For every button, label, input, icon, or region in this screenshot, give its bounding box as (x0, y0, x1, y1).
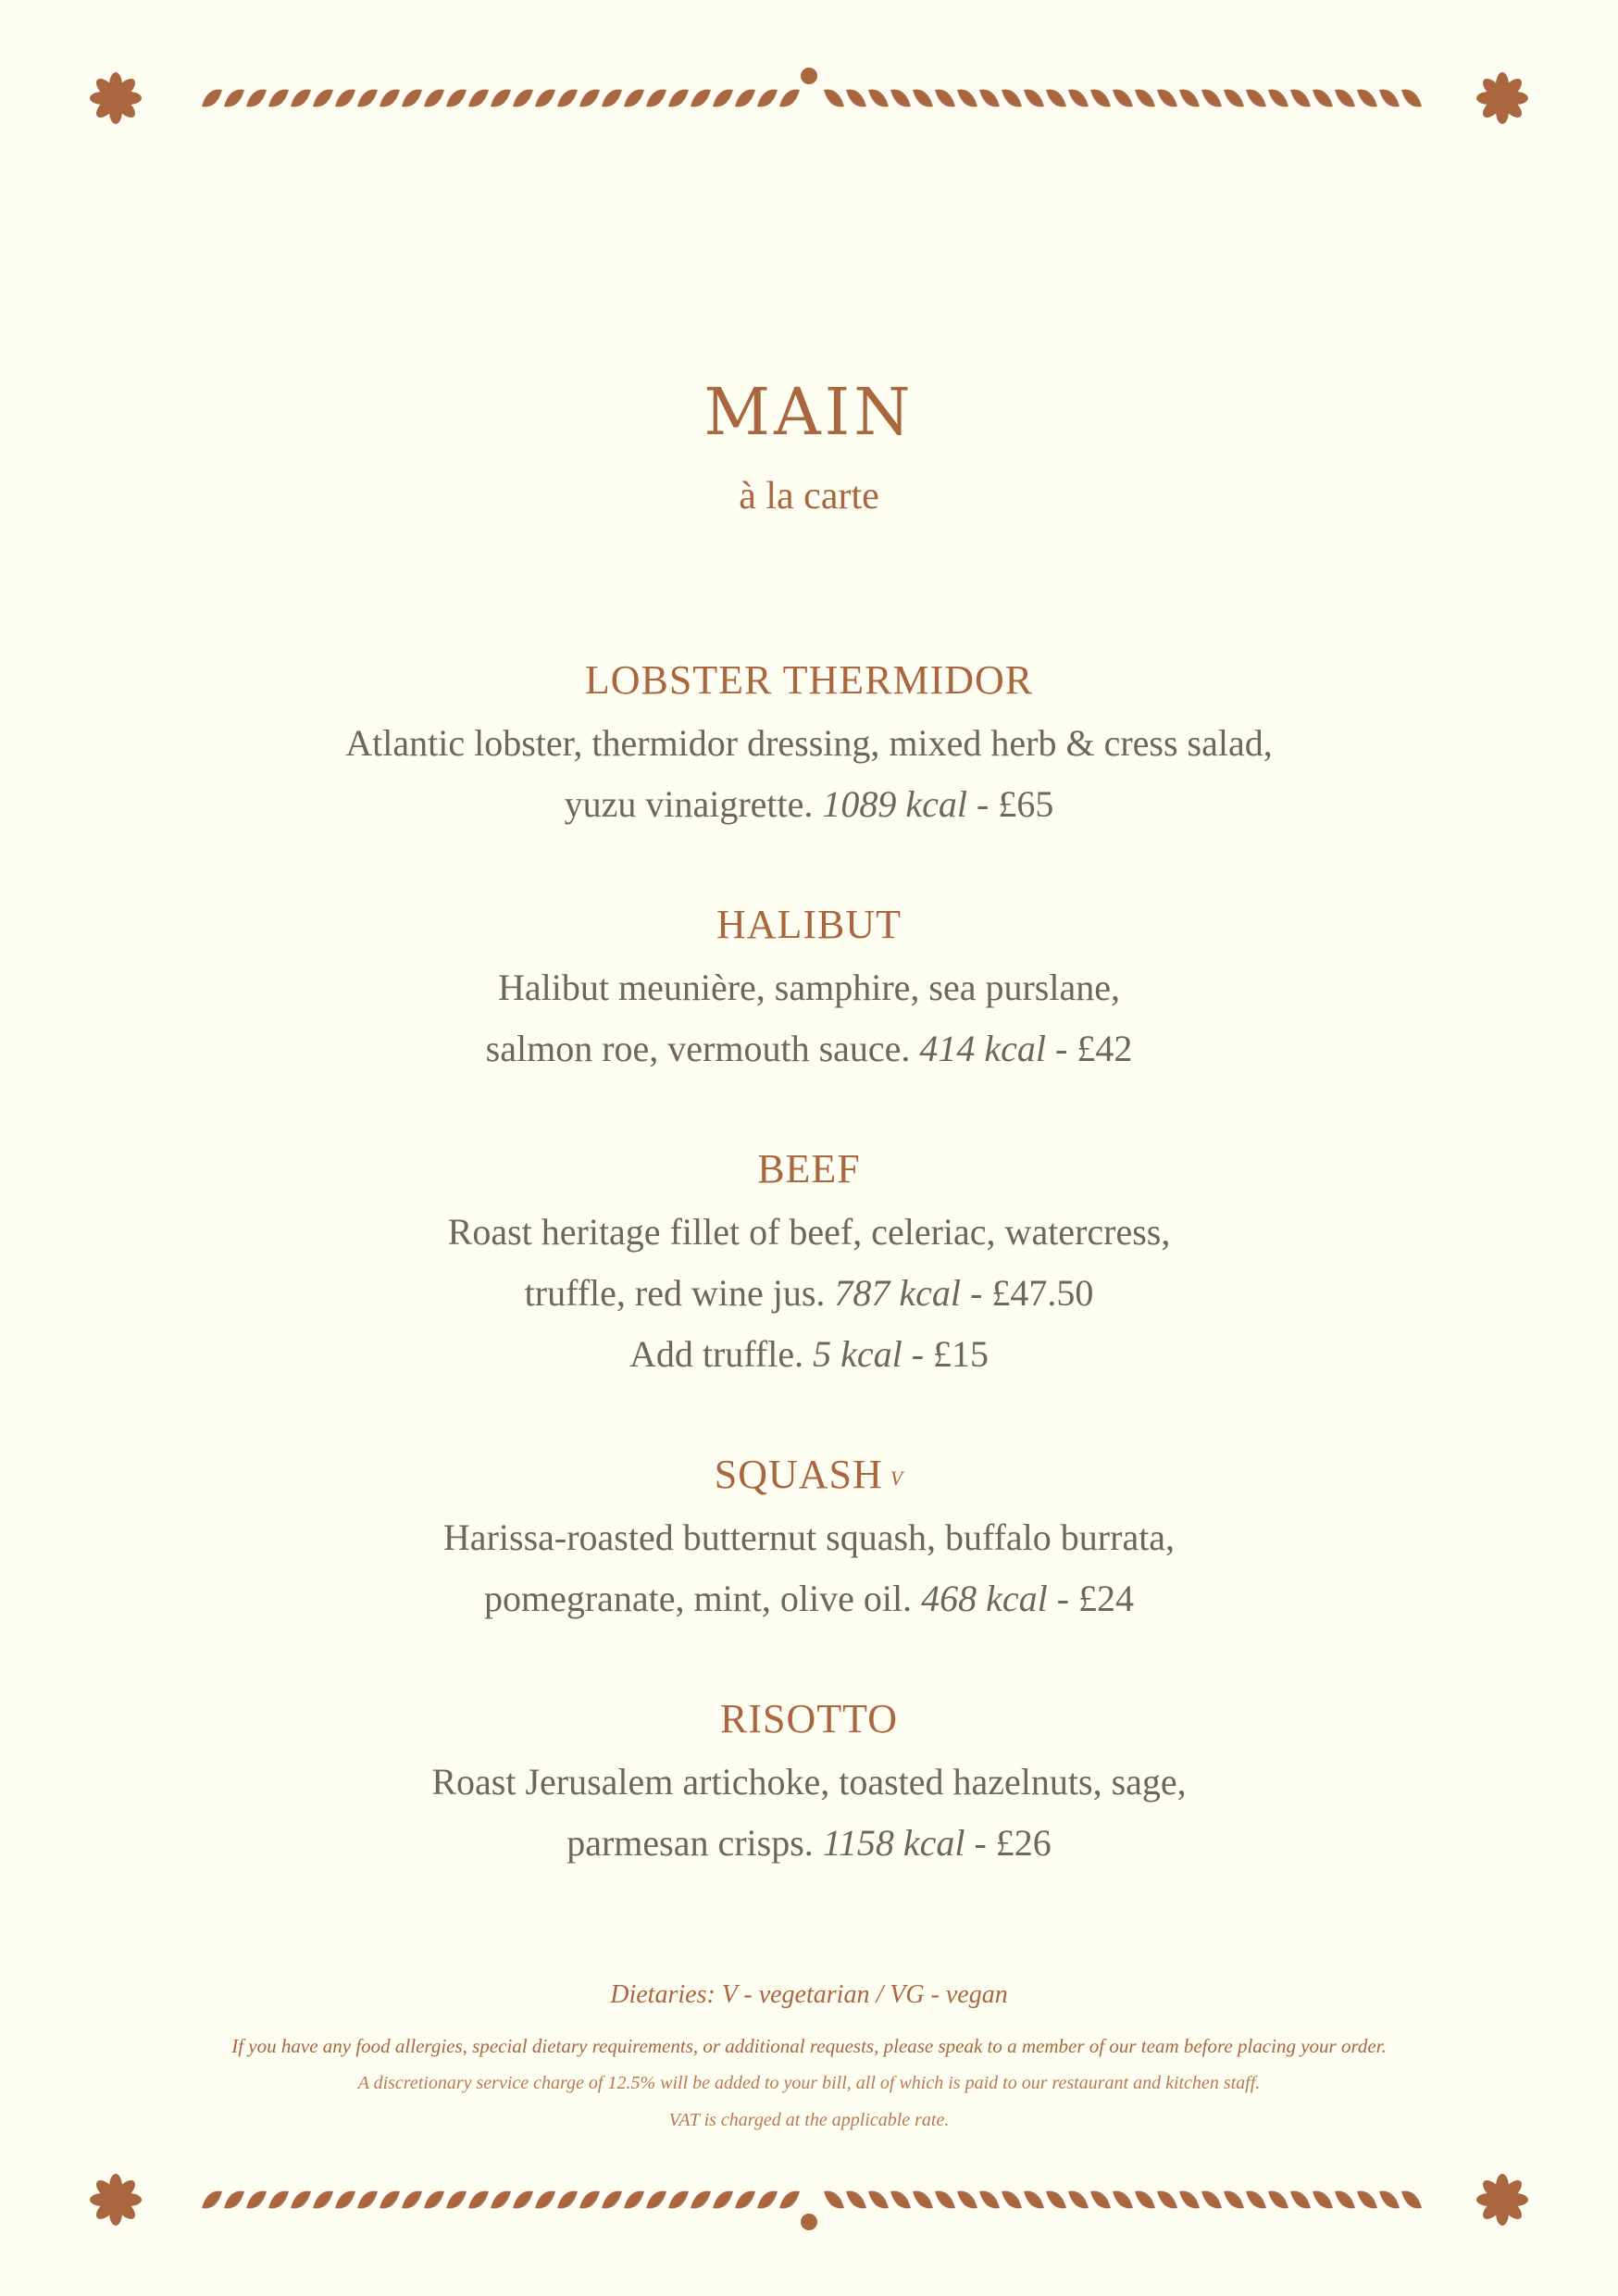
menu-item-description (0, 1507, 1618, 1568)
description-text: Add truffle. (629, 1333, 814, 1375)
menu-item-name (0, 892, 1618, 957)
menu-item-title: HALIBUT (716, 902, 902, 947)
menu-item-description (0, 1568, 1618, 1629)
calorie-count: 787 kcal (834, 1272, 962, 1314)
calorie-count: 414 kcal (919, 1028, 1047, 1069)
calorie-count: 5 kcal (813, 1333, 902, 1375)
price: - £47.50 (961, 1272, 1094, 1314)
menu-item (0, 648, 1618, 835)
bottom-ornament (0, 2148, 1618, 2250)
description-text: Atlantic lobster, thermidor dressing, mixed herb & cress salad, (345, 722, 1273, 764)
menu-item (0, 1442, 1618, 1629)
rope-segment (824, 2191, 1422, 2209)
menu-item (0, 1687, 1618, 1874)
menu-item (0, 892, 1618, 1079)
service-charge-note: A discretionary service charge of 12.5% will be added to your bill, all of which is paid to our restaurant and kitchen staff. (357, 2073, 1261, 2093)
menu-item-description (0, 1324, 1618, 1385)
allergy-note: If you have any food allergies, special dietary requirements, or additional requests, please speak to a member of our team before placing your order. (231, 2035, 1387, 2057)
asterisk-flower-icon (1476, 72, 1528, 124)
price: - £24 (1047, 1578, 1135, 1619)
asterisk-flower-icon (90, 2174, 142, 2226)
rope-border-icon (0, 46, 1618, 148)
menu-item-description (0, 957, 1618, 1018)
menu-item-description (0, 1263, 1618, 1324)
rope-border-icon (0, 2148, 1618, 2250)
price: - £15 (902, 1333, 989, 1375)
menu-item-title: RISOTTO (720, 1696, 898, 1741)
menu-item-name (0, 648, 1618, 713)
menu-item-name (0, 1442, 1618, 1507)
calorie-count: 1158 kcal (822, 1822, 965, 1864)
menu-item-description (0, 1752, 1618, 1813)
menu-item-description (0, 1202, 1618, 1263)
price: - £26 (965, 1822, 1052, 1864)
footer (0, 1974, 1618, 2139)
menu-item-title: SQUASH (714, 1452, 883, 1497)
description-text: yuzu vinaigrette. (564, 783, 823, 825)
menu-item-description (0, 1813, 1618, 1874)
calorie-count: 1089 kcal (822, 783, 968, 825)
rope-segment (824, 90, 1422, 107)
description-text: Harissa-roasted butternut squash, buffalo burrata, (442, 1516, 1176, 1558)
description-text: parmesan crisps. (566, 1822, 823, 1864)
description-text: pomegranate, mint, olive oil. (483, 1578, 922, 1619)
description-text: Roast heritage fillet of beef, celeriac, watercress, (447, 1211, 1171, 1253)
top-ornament (0, 46, 1618, 148)
asterisk-flower-icon (90, 72, 142, 124)
menu-item-description (0, 1018, 1618, 1079)
menu-item-name (0, 1137, 1618, 1202)
menu-item-description (0, 774, 1618, 835)
price: - £65 (967, 783, 1054, 825)
page-subtitle: à la carte (739, 475, 879, 518)
calorie-count: 468 kcal (921, 1578, 1048, 1619)
menu-item-title: BEEF (757, 1146, 861, 1192)
vegetarian-badge: V (890, 1466, 904, 1490)
description-text: Halibut meunière, samphire, sea purslane, (498, 967, 1120, 1008)
description-text: salmon roe, vermouth sauce. (485, 1028, 920, 1069)
description-text: truffle, red wine jus. (524, 1272, 835, 1314)
menu-item-description (0, 713, 1618, 774)
menu-header (0, 370, 1618, 522)
rope-segment (202, 90, 800, 107)
ornament-dot (801, 68, 817, 84)
menu-item-title: LOBSTER THERMIDOR (584, 657, 1034, 703)
description-text: Roast Jerusalem artichoke, toasted hazelnuts, sage, (431, 1761, 1187, 1803)
dietaries-note: Dietaries: V - vegetarian / VG - vegan (610, 1980, 1008, 2009)
menu-items (0, 648, 1618, 1931)
asterisk-flower-icon (1476, 2174, 1528, 2226)
menu-item (0, 1137, 1618, 1385)
price: - £42 (1046, 1028, 1133, 1069)
vat-note: VAT is charged at the applicable rate. (668, 2110, 950, 2130)
menu-item-name (0, 1687, 1618, 1752)
rope-segment (202, 2191, 800, 2209)
ornament-dot (801, 2214, 817, 2230)
page-title: MAIN (703, 374, 915, 450)
